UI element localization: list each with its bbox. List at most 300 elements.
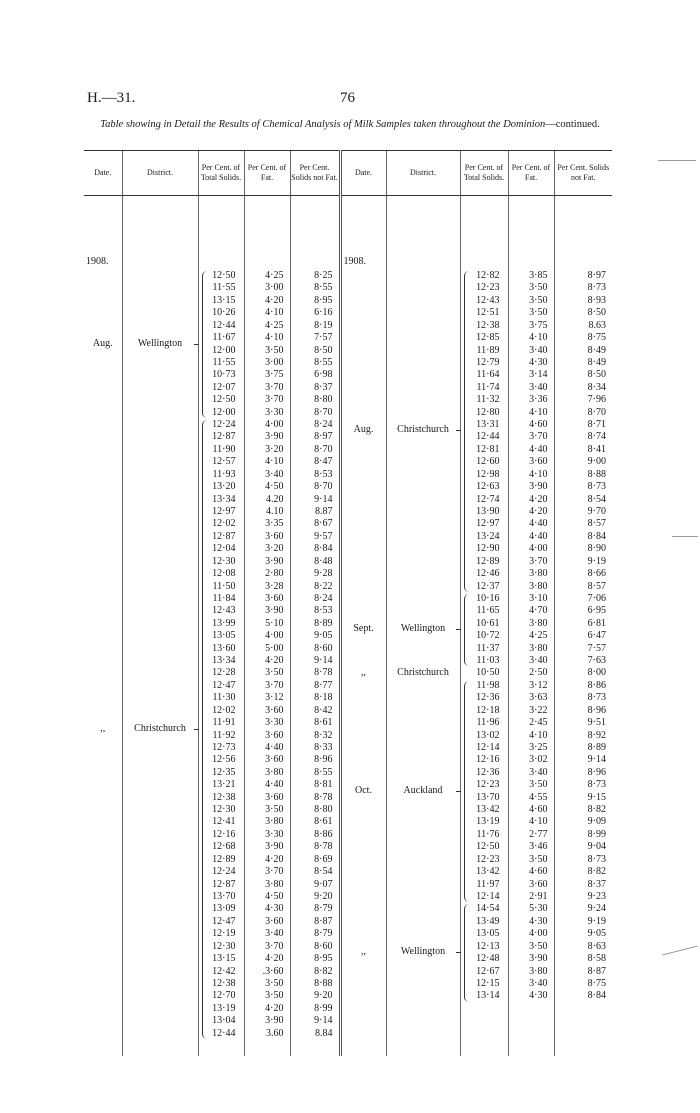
group-district: Auckland — [403, 784, 443, 796]
caption-text: Table showing in Detail the Results of Chemical Analysis of Milk Samples taken throughout the Dominion — [100, 119, 546, 130]
fat-value: 3·60 — [265, 530, 284, 542]
fat-value: 4·20 — [265, 1002, 284, 1014]
solids-not-fat-value: 8·84 — [314, 543, 333, 555]
solids-not-fat-value: 8·66 — [587, 568, 606, 580]
solids-not-fat-value: 8·57 — [587, 580, 606, 592]
solids-not-fat-value: 8·57 — [587, 518, 606, 530]
total-solids-value: 12·87 — [212, 431, 236, 443]
fat-value: 3·30 — [265, 828, 284, 840]
solids-not-fat-value: 8·96 — [314, 754, 333, 766]
fat-value: 3·02 — [529, 754, 548, 766]
fat-value: 3·90 — [265, 841, 284, 853]
fat-value: 3·40 — [265, 468, 284, 480]
total-solids-value: 12·60 — [476, 456, 500, 468]
solids-not-fat-value: 8·75 — [587, 332, 606, 344]
total-solids-value: 12·00 — [212, 344, 236, 356]
fat-value: 3·75 — [265, 369, 284, 381]
solids-not-fat-value: 8·82 — [587, 804, 606, 816]
total-solids-value: 13·34 — [212, 655, 236, 667]
solids-not-fat-value: 8·87 — [314, 915, 333, 927]
solids-not-fat-value: 9·51 — [587, 717, 606, 729]
right-fat-col — [508, 196, 554, 1057]
report-code: H.—31. — [87, 90, 136, 106]
group-date: ,, — [100, 722, 106, 734]
total-solids-value: 12·37 — [476, 580, 500, 592]
fat-value: 3·50 — [265, 977, 284, 989]
solids-not-fat-value: 9·23 — [587, 891, 606, 902]
solids-not-fat-value: 9·05 — [314, 630, 333, 642]
total-solids-value: 12·36 — [476, 766, 500, 778]
fat-value: 3·50 — [529, 307, 548, 319]
fat-value: 4·20 — [265, 655, 284, 667]
solids-not-fat-value: 8·58 — [587, 953, 606, 965]
solids-not-fat-value: 8·86 — [587, 679, 606, 691]
fat-value: 3·12 — [265, 692, 284, 704]
total-solids-value: 12·24 — [212, 866, 236, 878]
solids-not-fat-value: 8·19 — [314, 319, 333, 331]
solids-not-fat-value: 6·95 — [587, 605, 606, 617]
fat-value: 3·50 — [265, 804, 284, 816]
total-solids-value: 12·13 — [476, 940, 500, 952]
fat-value: 4.20 — [266, 493, 284, 505]
solids-not-fat-value: 8·61 — [314, 816, 333, 828]
group-brace — [464, 681, 469, 903]
fat-value: 3·90 — [265, 555, 284, 567]
column-header: Date. — [340, 151, 386, 196]
total-solids-value: 12·87 — [212, 530, 236, 542]
fat-value: 3·60 — [265, 729, 284, 741]
group-brace — [202, 420, 207, 1039]
fat-value: 3·50 — [529, 282, 548, 294]
left-total-solids-col — [198, 196, 244, 1057]
fat-value: 3·50 — [265, 667, 284, 679]
fat-value: 4·20 — [265, 853, 284, 865]
fat-value: 4·20 — [529, 493, 548, 505]
fat-value: 4·40 — [529, 518, 548, 530]
solids-not-fat-value: 8·99 — [314, 1002, 333, 1014]
total-solids-value: 12·30 — [212, 555, 236, 567]
solids-not-fat-value: 6·47 — [587, 630, 606, 642]
solids-not-fat-value: 8·25 — [314, 270, 333, 281]
fat-value: 4·10 — [529, 332, 548, 344]
total-solids-value: 10·73 — [212, 369, 236, 381]
fat-value: 3·50 — [265, 344, 284, 356]
solids-not-fat-value: 8·50 — [587, 307, 606, 319]
group-brace — [202, 271, 207, 418]
fat-value: 3·85 — [529, 270, 548, 281]
left-solids-not-fat-col — [290, 196, 340, 1057]
solids-not-fat-value: 6·16 — [314, 307, 333, 319]
solids-not-fat-value: 7·57 — [314, 332, 333, 344]
solids-not-fat-value: 8·18 — [314, 692, 333, 704]
fat-value: 3·28 — [265, 580, 284, 592]
fat-value: 3·50 — [529, 940, 548, 952]
total-solids-value: 12·89 — [476, 555, 500, 567]
solids-not-fat-value: 8·33 — [314, 741, 333, 753]
solids-not-fat-value: 9·00 — [587, 456, 606, 468]
solids-not-fat-value: 9·20 — [314, 891, 333, 902]
solids-not-fat-value: 8·34 — [587, 381, 606, 393]
total-solids-value: 12·51 — [476, 307, 500, 319]
fat-value: 3·80 — [265, 816, 284, 828]
solids-not-fat-value: 8.63 — [588, 319, 606, 331]
total-solids-value: 12·24 — [212, 419, 236, 431]
solids-not-fat-value: 7·96 — [587, 394, 606, 406]
fat-value: 3·60 — [529, 878, 548, 890]
total-solids-value: 12·73 — [212, 741, 236, 753]
fat-value: 4·60 — [529, 804, 548, 816]
margin-mark — [658, 160, 696, 161]
group-date: Sept. — [353, 623, 374, 635]
solids-not-fat-value: 8·78 — [314, 791, 333, 803]
solids-not-fat-value: 8·53 — [314, 468, 333, 480]
solids-not-fat-value: 8·48 — [314, 555, 333, 567]
solids-not-fat-value: 8·73 — [587, 853, 606, 865]
total-solids-value: 13·04 — [212, 1015, 236, 1027]
total-solids-value: 12·14 — [476, 741, 500, 753]
solids-not-fat-value: 9·24 — [587, 903, 606, 915]
solids-not-fat-value: 8·55 — [314, 766, 333, 778]
fat-value: 3·80 — [529, 965, 548, 977]
total-solids-value: 12·67 — [476, 965, 500, 977]
fat-value: 3·50 — [265, 990, 284, 1002]
group-district: Christchurch — [397, 424, 449, 436]
fat-value: 4·00 — [265, 630, 284, 642]
fat-value: 3·70 — [265, 394, 284, 406]
solids-not-fat-value: 8·53 — [314, 605, 333, 617]
fat-value: 3·70 — [265, 940, 284, 952]
solids-not-fat-value: 8·84 — [587, 990, 606, 1002]
fat-value: 3·12 — [529, 679, 548, 691]
fat-value: 2·50 — [529, 667, 548, 679]
solids-not-fat-value: 8·97 — [314, 431, 333, 443]
total-solids-value: 11·98 — [476, 679, 500, 691]
total-solids-value: 13·15 — [212, 953, 236, 965]
solids-not-fat-value: 8·37 — [314, 381, 333, 393]
column-header: Per Cent. Solids not Fat. — [290, 151, 340, 196]
total-solids-value: 12·79 — [476, 356, 500, 368]
solids-not-fat-value: 8·69 — [314, 853, 333, 865]
solids-not-fat-value: 7·63 — [587, 655, 606, 667]
group-brace — [464, 271, 469, 592]
total-solids-value: 12·44 — [476, 431, 500, 443]
solids-not-fat-value: 9·09 — [587, 816, 606, 828]
fat-value: 3·80 — [265, 878, 284, 890]
total-solids-value: 12·41 — [212, 816, 236, 828]
solids-not-fat-value: 8·73 — [587, 481, 606, 493]
fat-value: 2·80 — [265, 568, 284, 580]
column-header: Per Cent. of Fat. — [508, 151, 554, 196]
left-date-col — [84, 196, 122, 1057]
solids-not-fat-value: 7·57 — [587, 642, 606, 654]
total-solids-value: 12·87 — [212, 878, 236, 890]
total-solids-value: 13·42 — [476, 866, 500, 878]
total-solids-value: 12·50 — [212, 270, 236, 281]
fat-value: 4·10 — [265, 332, 284, 344]
right-solids-not-fat-col — [554, 196, 612, 1057]
group-district: Wellington — [400, 946, 446, 958]
fat-value: 3·70 — [529, 431, 548, 443]
fat-value: 3·50 — [529, 853, 548, 865]
fat-value: 3·40 — [529, 344, 548, 356]
solids-not-fat-value: 9·14 — [587, 754, 606, 766]
solids-not-fat-value: 8·92 — [587, 729, 606, 741]
fat-value: 4·55 — [529, 791, 548, 803]
solids-not-fat-value: 8·63 — [587, 940, 606, 952]
total-solids-value: 13·99 — [212, 617, 236, 629]
total-solids-value: 14·54 — [476, 903, 500, 915]
total-solids-value: 12·23 — [476, 282, 500, 294]
solids-not-fat-value: 8·80 — [314, 394, 333, 406]
fat-value: 4·25 — [529, 630, 548, 642]
total-solids-value: 13·14 — [476, 990, 500, 1002]
total-solids-value: 11·91 — [212, 717, 236, 729]
right-district-col — [386, 196, 460, 1057]
total-solids-value: 12·00 — [212, 406, 236, 418]
total-solids-value: 12·47 — [212, 915, 236, 927]
margin-mark — [662, 946, 697, 956]
total-solids-value: 12·23 — [476, 853, 500, 865]
group-brace-tick — [456, 791, 461, 792]
solids-not-fat-value: 8.84 — [315, 1027, 333, 1039]
fat-value: 3·70 — [265, 866, 284, 878]
fat-value: 4·60 — [529, 866, 548, 878]
fat-value: 3·40 — [529, 655, 548, 667]
fat-value: 4·20 — [265, 294, 284, 306]
fat-value: 3·60 — [265, 592, 284, 604]
solids-not-fat-value: 8·54 — [314, 866, 333, 878]
group-brace-tick — [456, 952, 461, 953]
solids-not-fat-value: 8·88 — [314, 977, 333, 989]
total-solids-value: 11·89 — [476, 344, 500, 356]
total-solids-value: 12·42 — [212, 965, 236, 977]
total-solids-value: 11·90 — [212, 443, 236, 455]
fat-value: 3·36 — [529, 394, 548, 406]
total-solids-value: 12·81 — [476, 443, 500, 455]
total-solids-value: 13·70 — [212, 891, 236, 902]
total-solids-value: 11·50 — [212, 580, 236, 592]
fat-value: 4·20 — [529, 505, 548, 517]
fat-value: 3·90 — [265, 431, 284, 443]
solids-not-fat-value: 8·95 — [314, 294, 333, 306]
solids-not-fat-value: 8·24 — [314, 419, 333, 431]
group-brace-tick — [194, 729, 199, 730]
column-header: Date. — [84, 151, 122, 196]
total-solids-value: 12·04 — [212, 543, 236, 555]
total-solids-value: 13·19 — [476, 816, 500, 828]
solids-not-fat-value: 8·82 — [587, 866, 606, 878]
column-header: Per Cent. of Total Solids. — [460, 151, 508, 196]
solids-not-fat-value: 8.87 — [315, 505, 333, 517]
fat-value: 3·40 — [529, 977, 548, 989]
group-district: Wellington — [400, 623, 446, 635]
solids-not-fat-value: 8·42 — [314, 704, 333, 716]
fat-value: 4·10 — [529, 468, 548, 480]
solids-not-fat-value: 8·89 — [314, 617, 333, 629]
solids-not-fat-value: 8·37 — [587, 878, 606, 890]
solids-not-fat-value: 9·70 — [587, 505, 606, 517]
total-solids-value: 13·60 — [212, 642, 236, 654]
right-total-solids-col — [460, 196, 508, 1057]
total-solids-value: 12·68 — [212, 841, 236, 853]
total-solids-value: 12·18 — [476, 704, 500, 716]
total-solids-value: 11·67 — [212, 332, 236, 344]
total-solids-value: 12·57 — [212, 456, 236, 468]
total-solids-value: 12·38 — [212, 791, 236, 803]
total-solids-value: 12·90 — [476, 543, 500, 555]
solids-not-fat-value: 8·80 — [314, 804, 333, 816]
total-solids-value: 12·08 — [212, 568, 236, 580]
fat-value: 3·40 — [529, 766, 548, 778]
solids-not-fat-value: 8·77 — [314, 679, 333, 691]
total-solids-value: 13·70 — [476, 791, 500, 803]
solids-not-fat-value: 8·79 — [314, 928, 333, 940]
fat-value: 4·00 — [529, 928, 548, 940]
total-solids-value: 11·55 — [212, 356, 236, 368]
margin-mark — [672, 536, 698, 537]
solids-not-fat-value: 9·15 — [587, 791, 606, 803]
fat-value: 3·60 — [265, 915, 284, 927]
solids-not-fat-value: 8·61 — [314, 717, 333, 729]
left-district-col — [122, 196, 198, 1057]
solids-not-fat-value: 8·55 — [314, 282, 333, 294]
total-solids-value: 12·28 — [212, 667, 236, 679]
group-date: ,, — [361, 946, 366, 958]
fat-value: 4·00 — [265, 419, 284, 431]
total-solids-value: 11·74 — [476, 381, 500, 393]
total-solids-value: 11·76 — [476, 828, 500, 840]
solids-not-fat-value: 8·88 — [587, 468, 606, 480]
fat-value: 3·10 — [529, 592, 548, 604]
fat-value: 3·30 — [265, 406, 284, 418]
year-label: 1908. — [343, 256, 366, 267]
fat-value: 3·60 — [265, 791, 284, 803]
group-district: Christchurch — [134, 722, 186, 734]
solids-not-fat-value: 8·49 — [587, 356, 606, 368]
total-solids-value: 12·14 — [476, 891, 500, 902]
fat-value: 3·70 — [529, 555, 548, 567]
total-solids-value: 12·38 — [212, 977, 236, 989]
column-header: Per Cent. Solids not Fat. — [554, 151, 612, 196]
total-solids-value: 12·56 — [212, 754, 236, 766]
solids-not-fat-value: 8·96 — [587, 704, 606, 716]
fat-value: 3·90 — [265, 1015, 284, 1027]
fat-value: 3·80 — [529, 642, 548, 654]
solids-not-fat-value: 8·00 — [587, 667, 606, 679]
total-solids-value: 12·82 — [476, 270, 500, 281]
group-date: Aug. — [92, 337, 113, 349]
total-solids-value: 11·64 — [476, 369, 500, 381]
solids-not-fat-value: 9·20 — [314, 990, 333, 1002]
total-solids-value: 12·19 — [212, 928, 236, 940]
total-solids-value: 12·47 — [212, 679, 236, 691]
solids-not-fat-value: 8·81 — [314, 779, 333, 791]
total-solids-value: 12·35 — [212, 766, 236, 778]
fat-value: 3·90 — [529, 953, 548, 965]
solids-not-fat-value: 8·70 — [314, 443, 333, 455]
group-brace-tick — [194, 344, 199, 345]
right-date-col — [340, 196, 386, 1057]
total-solids-value: 12·50 — [212, 394, 236, 406]
solids-not-fat-value: 8·54 — [587, 493, 606, 505]
solids-not-fat-value: 8·75 — [587, 977, 606, 989]
total-solids-value: 12·43 — [212, 605, 236, 617]
total-solids-value: 12·02 — [212, 518, 236, 530]
fat-value: 3·60 — [265, 704, 284, 716]
group-date: Aug. — [353, 424, 374, 436]
total-solids-value: 13·31 — [476, 419, 500, 431]
total-solids-value: 13·19 — [212, 1002, 236, 1014]
total-solids-value: 12·30 — [212, 804, 236, 816]
fat-value: 3·75 — [529, 319, 548, 331]
fat-value: 4·10 — [529, 406, 548, 418]
total-solids-value: 11·32 — [476, 394, 500, 406]
group-brace — [464, 594, 469, 667]
total-solids-value: 13·05 — [476, 928, 500, 940]
total-solids-value: 11·30 — [212, 692, 236, 704]
total-solids-value: 11·55 — [212, 282, 236, 294]
solids-not-fat-value: 8·22 — [314, 580, 333, 592]
fat-value: 2·91 — [529, 891, 548, 902]
solids-not-fat-value: 8·70 — [314, 406, 333, 418]
fat-value: 2·77 — [529, 828, 548, 840]
total-solids-value: 12·23 — [476, 779, 500, 791]
total-solids-value: 11·37 — [476, 642, 500, 654]
column-header: District. — [386, 151, 460, 196]
solids-not-fat-value: 8·32 — [314, 729, 333, 741]
solids-not-fat-value: 8·97 — [587, 270, 606, 281]
solids-not-fat-value: 7·06 — [587, 592, 606, 604]
total-solids-value: 12·44 — [212, 1027, 236, 1039]
total-solids-value: 12·89 — [212, 853, 236, 865]
fat-value: 4·40 — [265, 779, 284, 791]
fat-value: 3·35 — [265, 518, 284, 530]
group-brace-tick — [456, 430, 461, 431]
fat-value: 3·40 — [265, 928, 284, 940]
total-solids-value: 12·85 — [476, 332, 500, 344]
fat-value: 3·20 — [265, 543, 284, 555]
fat-value: 4·10 — [529, 816, 548, 828]
solids-not-fat-value: 8·24 — [314, 592, 333, 604]
total-solids-value: 13·49 — [476, 915, 500, 927]
column-header: Per Cent. of Total Solids. — [198, 151, 244, 196]
fat-value: 3·80 — [529, 580, 548, 592]
fat-value: 2·45 — [529, 717, 548, 729]
total-solids-value: 12·97 — [476, 518, 500, 530]
solids-not-fat-value: 8·78 — [314, 667, 333, 679]
total-solids-value: 10·72 — [476, 630, 500, 642]
fat-value: 4·20 — [265, 953, 284, 965]
total-solids-value: 13·24 — [476, 530, 500, 542]
solids-not-fat-value: 8·78 — [314, 841, 333, 853]
total-solids-value: 13·15 — [212, 294, 236, 306]
solids-not-fat-value: 9·14 — [314, 1015, 333, 1027]
group-date: Oct. — [355, 784, 372, 796]
milk-analysis-table — [84, 150, 612, 1056]
caption-suffix: —continued. — [545, 119, 600, 130]
total-solids-value: 12·38 — [476, 319, 500, 331]
fat-value: 4·10 — [265, 307, 284, 319]
solids-not-fat-value: 8·87 — [587, 965, 606, 977]
solids-not-fat-value: 8·99 — [587, 828, 606, 840]
solids-not-fat-value: 9·28 — [314, 568, 333, 580]
total-solids-value: 11·97 — [476, 878, 500, 890]
fat-value: 4·00 — [529, 543, 548, 555]
total-solids-value: 13·34 — [212, 493, 236, 505]
fat-value: 3·90 — [265, 605, 284, 617]
solids-not-fat-value: 8·60 — [314, 940, 333, 952]
fat-value: 3·80 — [529, 568, 548, 580]
